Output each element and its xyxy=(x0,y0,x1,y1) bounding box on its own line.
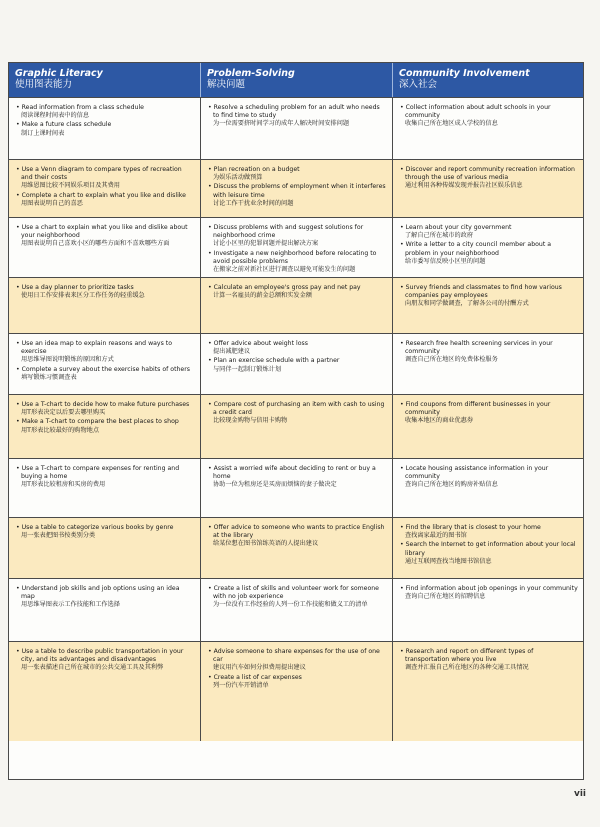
bullet-text-en: • Use an idea map to explain reasons and ways to exercise xyxy=(16,340,172,356)
bullet-text-en: • Create a list of car expenses xyxy=(208,673,302,681)
table-body xyxy=(9,98,583,741)
table-cell xyxy=(200,160,392,217)
bullet-item xyxy=(207,250,387,275)
bullet-item xyxy=(15,465,195,490)
table-cell xyxy=(200,334,392,394)
bullet-text-en: • Write a letter to a city council member about a problem in your neighborhood xyxy=(400,241,552,257)
bullet-text-cn: 向朋友和同学做调查，了解各公司的付酬方式 xyxy=(405,300,529,308)
bullet-text-en: • Use a chart to explain what you like and dislike about your neighborhood xyxy=(16,224,188,240)
bullet-text-cn: 调查自己所在地区的免费体检服务 xyxy=(405,356,498,364)
bullet-item xyxy=(15,224,195,249)
table-row xyxy=(9,98,583,160)
bullet-item xyxy=(15,401,195,417)
bullet-text-en: • Survey friends and classmates to find how various companies pay employees xyxy=(400,284,562,300)
bullet-text-cn: 讨论工作干扰业余时间的问题 xyxy=(213,199,294,207)
bullet-text-cn: 收集本地区的商业优惠券 xyxy=(405,417,474,425)
table-cell xyxy=(9,160,200,217)
table-cell xyxy=(9,579,200,641)
bullet-text-en: • Use a Venn diagram to compare types of recreation and their costs xyxy=(16,166,182,182)
bullet-item xyxy=(15,418,195,434)
table-cell xyxy=(200,395,392,458)
bullet-item xyxy=(399,104,578,129)
table-cell xyxy=(200,579,392,641)
table-row xyxy=(9,395,583,459)
bullet-text-cn: 查询自己所在地区的购房补贴信息 xyxy=(405,481,498,489)
bullet-item xyxy=(15,340,195,365)
bullet-item xyxy=(15,366,195,382)
bullet-text-en: • Resolve a scheduling problem for an adult who needs to find time to study xyxy=(208,104,380,120)
header-title-cn: 深入社会 xyxy=(399,79,438,90)
bullet-text-cn: 在搬家之前对新社区进行调查以避免可能发生的问题 xyxy=(213,266,356,274)
table-cell xyxy=(9,278,200,333)
bullet-text-cn: 给某位想在图书馆练英语的人提出建议 xyxy=(213,540,319,548)
bullet-item xyxy=(15,192,195,208)
bullet-text-cn: 了解自己所在城市的政府 xyxy=(405,232,474,240)
bullet-text-cn: 调查并汇报自己所在地区的各种交通工具情况 xyxy=(405,664,529,672)
table-row xyxy=(9,518,583,579)
table-cell xyxy=(392,579,583,641)
table-cell xyxy=(392,278,583,333)
bullet-item xyxy=(207,183,387,208)
bullet-text-en: • Research free health screening services in your community xyxy=(400,340,553,356)
bullet-text-en: • Assist a worried wife about deciding to rent or buy a home xyxy=(208,465,376,481)
bullet-item xyxy=(399,166,578,191)
table-cell xyxy=(392,334,583,394)
bullet-item xyxy=(15,284,195,300)
table-cell xyxy=(9,98,200,159)
bullet-item xyxy=(399,541,578,566)
bullet-text-en: • Understand job skills and job options using an idea map xyxy=(16,585,180,601)
bullet-text-cn: 用T形表决定以后要去哪里购买 xyxy=(21,409,106,417)
bullet-item xyxy=(207,648,387,673)
bullet-item xyxy=(399,241,578,266)
bullet-text-cn: 通过互联网查找当地图书馆信息 xyxy=(405,557,492,565)
bullet-text-en: • Discuss problems with and suggest solutions for neighborhood crime xyxy=(208,224,364,240)
table-row xyxy=(9,642,583,741)
header-graphic-literacy xyxy=(9,63,200,97)
bullet-text-en: • Locate housing assistance information in your community xyxy=(400,465,549,481)
bullet-text-cn: 收集自己所在地区成人学校的信息 xyxy=(405,120,498,128)
bullet-item xyxy=(207,465,387,490)
bullet-item xyxy=(207,104,387,129)
table-cell xyxy=(392,518,583,578)
table-cell xyxy=(9,395,200,458)
table-cell xyxy=(200,459,392,517)
table-row xyxy=(9,579,583,642)
bullet-text-en: • Discover and report community recreation information through the use of various media xyxy=(400,166,575,182)
bullet-item xyxy=(399,224,578,240)
header-title-cn: 使用图表能力 xyxy=(15,79,73,90)
table-row xyxy=(9,334,583,395)
bullet-text-en: • Calculate an employee's gross pay and net pay xyxy=(208,284,361,291)
header-problem-solving xyxy=(200,63,392,97)
table-cell xyxy=(200,518,392,578)
bullet-item xyxy=(399,340,578,365)
table-cell xyxy=(392,98,583,159)
bullet-text-en: • Find the library that is closest to your home xyxy=(400,524,541,531)
bullet-text-cn: 查询自己所在地区的招聘信息 xyxy=(405,593,486,601)
bullet-text-cn: 列一份汽车开销清单 xyxy=(213,681,269,689)
bullet-text-cn: 制订上课时间表 xyxy=(21,129,65,137)
bullet-item xyxy=(207,357,387,373)
bullet-item xyxy=(15,648,195,673)
bullet-item xyxy=(207,585,387,610)
bullet-text-en: • Discuss the problems of employment when it interferes with leisure time xyxy=(208,183,386,199)
table-cell xyxy=(392,642,583,741)
header-title: Community Involvement xyxy=(399,68,530,79)
table-cell xyxy=(9,642,200,741)
table-header xyxy=(9,63,583,98)
bullet-item xyxy=(15,104,195,120)
bullet-text-cn: 通过利用各种传媒发现并报告社区娱乐信息 xyxy=(405,182,523,190)
bullet-text-cn: 建议用汽车如何分担费用提出建议 xyxy=(213,664,306,672)
bullet-text-en: • Research and report on different types of transportation where you live xyxy=(400,648,534,664)
table-cell xyxy=(200,98,392,159)
bullet-text-cn: 为一位没有工作经验的人列一份工作技能和做义工的清单 xyxy=(213,601,368,609)
bullet-item xyxy=(15,166,195,191)
bullet-text-en: • Plan recreation on a budget xyxy=(208,166,300,173)
bullet-text-en: • Compare cost of purchasing an item with cash to using a credit card xyxy=(208,401,385,417)
bullet-text-cn: 用思维导图说明锻炼的原因和方式 xyxy=(21,356,114,364)
bullet-text-en: • Advise someone to share expenses for the use of one car xyxy=(208,648,380,664)
bullet-item xyxy=(399,524,578,540)
bullet-text-cn: 用T形表比较最好的购物地点 xyxy=(21,426,100,434)
table-cell xyxy=(392,395,583,458)
table-cell xyxy=(9,518,200,578)
bullet-item xyxy=(207,340,387,356)
bullet-text-en: • Make a future class schedule xyxy=(16,121,112,129)
table-cell xyxy=(9,459,200,517)
bullet-text-cn: 为娱乐活动做预算 xyxy=(213,174,263,182)
bullet-text-en: • Make a T-chart to compare the best places to shop xyxy=(16,418,179,426)
header-community-involvement xyxy=(392,63,583,97)
bullet-text-cn: 查找离家最近的图书馆 xyxy=(405,532,467,540)
bullet-text-en: • Investigate a new neighborhood before relocating to avoid possible problems xyxy=(208,249,377,265)
header-title: Problem-Solving xyxy=(207,68,295,79)
bullet-item xyxy=(15,121,195,137)
bullet-text-cn: 用T形表比较租房和买房的费用 xyxy=(21,481,106,489)
bullet-text-en: • Offer advice to someone who wants to practice English at the library xyxy=(208,524,385,540)
bullet-text-cn: 用一张表把图书按类别分类 xyxy=(21,532,96,540)
table-cell xyxy=(200,642,392,741)
table-cell xyxy=(9,334,200,394)
bullet-text-cn: 提出减肥建议 xyxy=(213,348,251,356)
bullet-text-en: • Offer advice about weight loss xyxy=(208,340,308,347)
table-row xyxy=(9,459,583,518)
bullet-text-en: • Find information about job openings in your community xyxy=(400,585,578,592)
bullet-text-en: • Find coupons from different businesses in your community xyxy=(400,401,551,417)
bullet-text-en: • Create a list of skills and volunteer work for someone with no job experience xyxy=(208,585,379,601)
bullet-item xyxy=(399,648,578,673)
bullet-text-en: • Use a table to describe public transportation in your city, and its advantages and disadvantages xyxy=(16,648,184,664)
bullet-item xyxy=(15,585,195,610)
bullet-item xyxy=(399,284,578,309)
bullet-text-en: • Plan an exercise schedule with a partner xyxy=(208,357,340,365)
bullet-text-cn: 用思维导图表示工作技能和工作选择 xyxy=(21,601,120,609)
bullet-text-cn: 协助一位为租房还是买房而烦恼的妻子做决定 xyxy=(213,481,337,489)
bullet-text-cn: 讨论小区里的犯罪问题并提出解决方案 xyxy=(213,240,319,248)
bullet-text-en: • Use a T-chart to decide how to make future purchases xyxy=(16,401,190,408)
bullet-text-cn: 使用日工作安排表来区分工作任务的轻重缓急 xyxy=(21,292,145,300)
bullet-item xyxy=(207,401,387,426)
bullet-item xyxy=(15,524,195,540)
bullet-item xyxy=(399,585,578,601)
header-title: Graphic Literacy xyxy=(15,68,103,79)
bullet-text-cn: 用图表说明自己喜欢小区的哪些方面和不喜欢哪些方面 xyxy=(21,240,170,248)
bullet-text-cn: 用一张表描述自己所在城市的公共交通工具及其利弊 xyxy=(21,664,164,672)
table-row xyxy=(9,160,583,218)
page-number: vii xyxy=(573,789,586,799)
bullet-text-cn: 与同伴一起制订锻炼计划 xyxy=(213,365,282,373)
bullet-item xyxy=(207,166,387,182)
table-cell xyxy=(392,218,583,277)
table-row xyxy=(9,218,583,278)
skills-table xyxy=(8,62,584,780)
header-title-cn: 解决问题 xyxy=(207,79,246,90)
bullet-text-cn: 为一位需要挤时间学习的成年人解决时间安排问题 xyxy=(213,120,350,128)
bullet-item xyxy=(207,224,387,249)
table-cell xyxy=(9,218,200,277)
bullet-item xyxy=(399,465,578,490)
bullet-text-en: • Use a day planner to prioritize tasks xyxy=(16,284,134,291)
table-cell xyxy=(392,459,583,517)
table-cell xyxy=(392,160,583,217)
bullet-text-cn: 比较现金购物与信用卡购物 xyxy=(213,417,288,425)
bullet-item xyxy=(207,524,387,549)
bullet-text-cn: 填写锻炼习惯调查表 xyxy=(21,373,77,381)
bullet-text-en: • Use a T-chart to compare expenses for renting and buying a home xyxy=(16,465,180,481)
bullet-item xyxy=(207,284,387,300)
bullet-text-en: • Search the Internet to get information about your local library xyxy=(400,541,576,557)
bullet-text-cn: 用维恩图比较不同娱乐项目及其费用 xyxy=(21,182,120,190)
bullet-text-en: • Complete a survey about the exercise habits of others xyxy=(16,365,191,373)
table-row xyxy=(9,278,583,334)
table-cell xyxy=(200,218,392,277)
bullet-text-cn: 用图表说明自己的喜恶 xyxy=(21,199,83,207)
bullet-text-cn: 计算一名雇员的薪金总额和实发金额 xyxy=(213,292,312,300)
bullet-text-en: • Complete a chart to explain what you like and dislike xyxy=(16,191,186,199)
bullet-text-en: • Use a table to categorize various books by genre xyxy=(16,524,174,531)
bullet-text-cn: 给市委写信反映小区里的问题 xyxy=(405,257,486,265)
bullet-text-en: • Learn about your city government xyxy=(400,224,512,231)
bullet-text-cn: 阅读课程时间表中的信息 xyxy=(21,112,90,120)
bullet-item xyxy=(399,401,578,426)
table-cell xyxy=(200,278,392,333)
bullet-text-en: • Collect information about adult schools in your community xyxy=(400,104,551,120)
bullet-item xyxy=(207,674,387,690)
bullet-text-en: • Read information from a class schedule xyxy=(16,104,144,111)
